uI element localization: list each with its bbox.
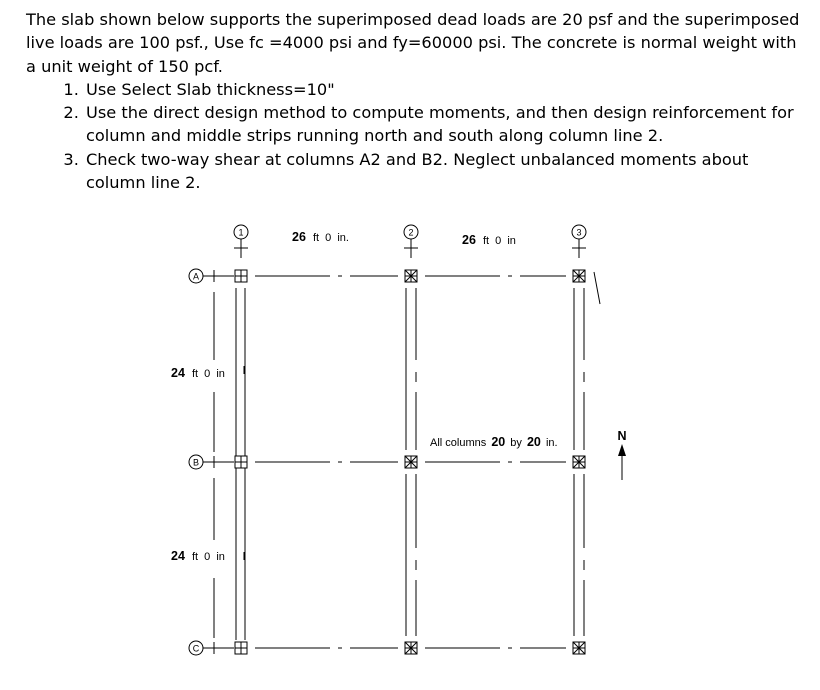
columns-note: All columns 20 by 20 in. — [430, 435, 558, 449]
column-C1 — [235, 642, 247, 654]
column-A2 — [405, 270, 417, 282]
column-A3 — [573, 270, 585, 282]
grid-label-2: 2 — [408, 227, 414, 238]
column-C3 — [573, 642, 585, 654]
column-B1 — [235, 456, 247, 468]
span-2-3-label: 26 ft 0 in — [462, 233, 516, 247]
problem-intro: The slab shown below supports the superimposed dead loads are 20 psf and the superimposed live loads are 100 psf., Use fc =4000 psi and fy=60000 psi. The concrete is normal weight with a unit weight of 150 pcf. — [26, 10, 800, 76]
north-arrow-icon — [618, 444, 626, 480]
span-A-B-label: 24 ft 0 in — [171, 366, 225, 380]
column-A1 — [235, 270, 247, 282]
grid-label-A: A — [192, 271, 200, 282]
column-C2 — [405, 642, 417, 654]
grid-label-1: 1 — [238, 227, 244, 238]
grid-label-B: B — [192, 457, 200, 468]
column-B3 — [573, 456, 585, 468]
span-B-C-label: 24 ft 0 in — [171, 549, 225, 563]
column-B2 — [405, 456, 417, 468]
grid-label-3: 3 — [576, 227, 582, 238]
span-1-2-label: 26 ft 0 in. — [292, 230, 349, 244]
north-label: N — [617, 429, 627, 443]
grid-label-C: C — [192, 643, 200, 654]
task-item-2: 2. Use the direct design method to compute moments, and then design reinforcement for column and middle strips running north and south along column line 2. — [84, 101, 806, 148]
task-item-1: 1. Use Select Slab thickness=10" — [84, 78, 806, 101]
task-item-3: 3. Check two-way shear at columns A2 and B2. Neglect unbalanced moments about column line 2. — [84, 148, 806, 195]
